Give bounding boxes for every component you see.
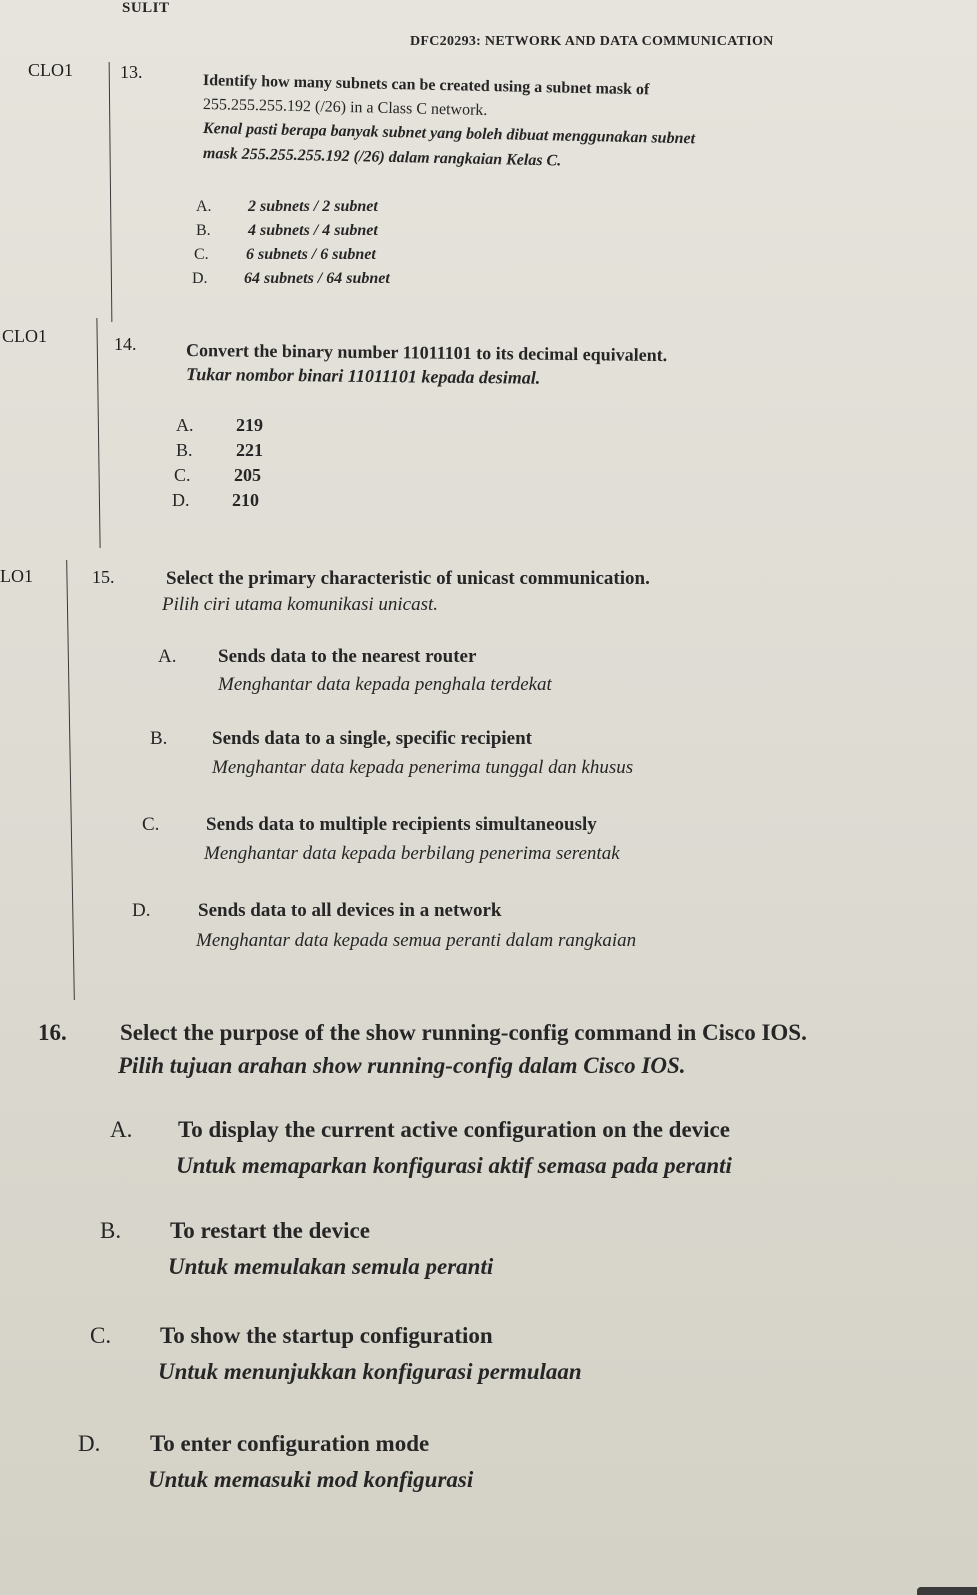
q14-option-a-text: 219 bbox=[236, 415, 263, 435]
column-divider bbox=[66, 560, 75, 1000]
q16-option-c-letter: C. bbox=[90, 1323, 112, 1348]
confidential-label: SULIT bbox=[122, 0, 170, 16]
q14-clo: CLO1 bbox=[2, 326, 47, 346]
q16-option-c-text-ms: Untuk menunjukkan konfigurasi permulaan bbox=[158, 1359, 582, 1384]
q15-option-b bbox=[150, 728, 532, 750]
q15-option-a bbox=[158, 646, 476, 668]
q13-text-ms-1: Kenal pasti berapa banyak subnet yang boleh dibuat menggunakan subnet bbox=[202, 120, 696, 148]
q15-option-d-text-en: Sends data to all devices in a network bbox=[198, 900, 502, 921]
q13-option-d bbox=[192, 270, 390, 288]
column-divider bbox=[96, 318, 100, 548]
q15-option-c-text-en: Sends data to multiple recipients simultaneously bbox=[206, 814, 597, 835]
q13-option-a bbox=[196, 198, 378, 216]
q13-option-b-letter: B. bbox=[196, 222, 211, 239]
q13-text-en-1: Identify how many subnets can be created using a subnet mask of bbox=[202, 72, 650, 99]
q14-option-d-text: 210 bbox=[232, 490, 259, 510]
q14-text-en: Convert the binary number 11011101 to its decimal equivalent. bbox=[185, 340, 668, 366]
q15-option-b-text-ms: Menghantar data kepada penerima tunggal dan khusus bbox=[212, 757, 634, 778]
q14-option-b bbox=[176, 440, 263, 461]
q16-option-b-text-ms: Untuk memulakan semula peranti bbox=[168, 1254, 494, 1279]
q14-option-d-letter: D. bbox=[172, 490, 190, 510]
q15-option-d-letter: D. bbox=[132, 900, 151, 921]
q14-option-c-text: 205 bbox=[234, 465, 261, 485]
q14-option-d bbox=[172, 490, 259, 511]
q16-option-b-letter: B. bbox=[100, 1218, 122, 1243]
q14-number: 14. bbox=[114, 334, 137, 354]
q13-option-a-letter: A. bbox=[196, 198, 212, 215]
q13-text-ms-2: mask 255.255.255.192 (/26) dalam rangkaian Kelas C. bbox=[202, 145, 562, 170]
q16-text-ms: Pilih tujuan arahan show running-config dalam Cisco IOS. bbox=[118, 1053, 686, 1078]
q16-option-d bbox=[78, 1431, 429, 1457]
q15-clo: LO1 bbox=[0, 566, 33, 586]
q16-option-d-letter: D. bbox=[78, 1431, 101, 1456]
q14-option-c-letter: C. bbox=[174, 465, 191, 485]
q13-option-d-text: 64 subnets / 64 subnet bbox=[244, 270, 390, 287]
q16-option-d-text-ms: Untuk memasuki mod konfigurasi bbox=[148, 1467, 474, 1492]
page-edge-mark bbox=[917, 1587, 977, 1595]
q14-text-ms: Tukar nombor binari 11011101 kepada desimal. bbox=[185, 364, 541, 388]
course-header: DFC20293: NETWORK AND DATA COMMUNICATION bbox=[410, 34, 774, 49]
q15-text-en: Select the primary characteristic of unicast communication. bbox=[166, 568, 650, 589]
q13-option-b bbox=[196, 222, 378, 240]
q16-option-a-text-ms: Untuk memaparkan konfigurasi aktif semasa pada peranti bbox=[176, 1153, 732, 1178]
q16-number: 16. bbox=[38, 1020, 67, 1045]
q16-option-b bbox=[100, 1218, 370, 1244]
q14-option-c bbox=[174, 465, 261, 486]
q13-option-d-letter: D. bbox=[192, 270, 208, 287]
q16-option-d-text-en: To enter configuration mode bbox=[150, 1431, 430, 1456]
q15-option-d bbox=[132, 900, 502, 922]
q13-option-c-letter: C. bbox=[194, 246, 209, 263]
q14-option-b-text: 221 bbox=[236, 440, 263, 460]
q15-number: 15. bbox=[92, 567, 115, 587]
q15-option-b-text-en: Sends data to a single, specific recipient bbox=[212, 728, 533, 749]
q16-option-a-text-en: To display the current active configuration on the device bbox=[178, 1117, 730, 1142]
q15-option-a-text-ms: Menghantar data kepada penghala terdekat bbox=[218, 674, 552, 695]
q13-clo: CLO1 bbox=[28, 60, 73, 80]
q13-number: 13. bbox=[120, 62, 143, 82]
q15-option-a-letter: A. bbox=[158, 646, 177, 667]
q16-option-b-text-en: To restart the device bbox=[170, 1218, 370, 1243]
q15-option-c-letter: C. bbox=[142, 814, 160, 835]
column-divider bbox=[109, 62, 113, 322]
q13-option-b-text: 4 subnets / 4 subnet bbox=[248, 222, 378, 239]
q15-option-a-text-en: Sends data to the nearest router bbox=[218, 646, 477, 667]
q14-option-a-letter: A. bbox=[176, 415, 194, 435]
q15-text-ms: Pilih ciri utama komunikasi unicast. bbox=[162, 594, 439, 615]
q15-option-c-text-ms: Menghantar data kepada berbilang penerima serentak bbox=[204, 843, 620, 864]
q16-option-c-text-en: To show the startup configuration bbox=[160, 1323, 493, 1348]
q16-text-en: Select the purpose of the show running-config command in Cisco IOS. bbox=[120, 1020, 807, 1045]
q14-option-b-letter: B. bbox=[176, 440, 193, 460]
q13-option-c bbox=[194, 246, 376, 264]
q15-option-d-text-ms: Menghantar data kepada semua peranti dalam rangkaian bbox=[196, 930, 637, 951]
q15-option-c bbox=[142, 814, 597, 836]
q14-option-a bbox=[176, 415, 263, 436]
q13-option-a-text: 2 subnets / 2 subnet bbox=[248, 198, 378, 215]
q16-option-a-letter: A. bbox=[110, 1117, 133, 1142]
q13-text-en-2: 255.255.255.192 (/26) in a Class C network. bbox=[202, 96, 488, 119]
q16-option-a bbox=[110, 1117, 730, 1143]
q15-option-b-letter: B. bbox=[150, 728, 168, 749]
q13-option-c-text: 6 subnets / 6 subnet bbox=[246, 246, 376, 263]
q16-option-c bbox=[90, 1323, 493, 1349]
